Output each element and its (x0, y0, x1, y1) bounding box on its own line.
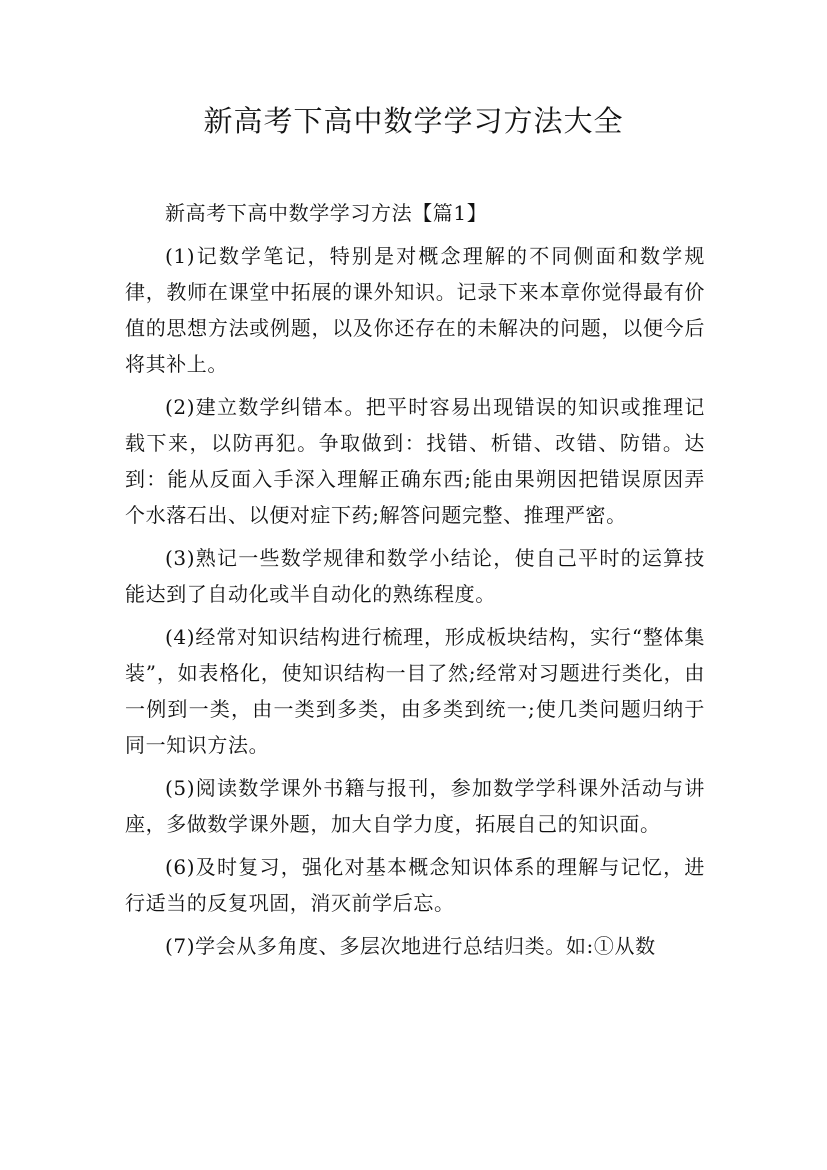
paragraph-7: (7)学会从多角度、多层次地进行总结归类。如:①从数 (165, 934, 656, 958)
paragraph-5: (5)阅读数学课外书籍与报刊，参加数学学科课外活动与讲座，多做数学课外题，加大自学力度，拓展自己的知识面。 (125, 776, 705, 836)
paragraph-3: (3)熟记一些数学规律和数学小结论，使自己平时的运算技能达到了自动化或半自动化的熟练程度。 (125, 546, 705, 606)
paragraph-1: (1)记数学笔记，特别是对概念理解的不同侧面和数学规律，教师在课堂中拓展的课外知识。记录下来本章你觉得最有价值的思想方法或例题，以及你还存在的未解决的问题，以便今后将其补上。 (125, 244, 705, 376)
document-title: 新高考下高中数学学习方法大全 (203, 104, 624, 138)
paragraph-6: (6)及时复习，强化对基本概念知识体系的理解与记忆，进行适当的反复巩固，消灭前学后忘。 (125, 855, 705, 915)
section-heading: 新高考下高中数学学习方法【篇1】 (165, 201, 488, 225)
paragraph-2: (2)建立数学纠错本。把平时容易出现错误的知识或推理记载下来，以防再犯。争取做到：找错、析错、改错、防错。达到：能从反面入手深入理解正确东西;能由果朔因把错误原因弄个水落石出、以便对症下药;解答问题完整、推理严密。 (125, 395, 705, 527)
document-body (125, 195, 705, 971)
paragraph-4: (4)经常对知识结构进行梳理，形成板块结构，实行“整体集装”，如表格化，使知识结构一目了然;经常对习题进行类化，由一例到一类，由一类到多类，由多类到统一;使几类问题归纳于同一知识方法。 (125, 625, 705, 757)
